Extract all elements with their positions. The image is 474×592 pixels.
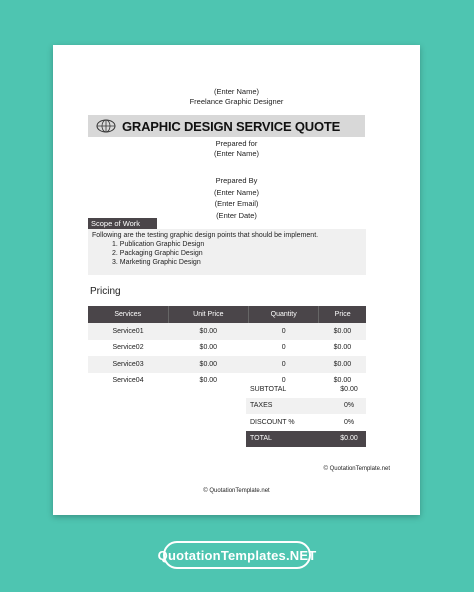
table-cell: 0 <box>281 344 286 352</box>
summary-label: TOTAL <box>246 431 332 448</box>
column-header: Quantity <box>249 306 319 323</box>
table-cell: $0.00 <box>333 344 352 352</box>
prepared-by-date: (Enter Date) <box>216 210 257 220</box>
table-cell: $0.00 <box>168 323 249 340</box>
table-cell: $0.00 <box>319 323 366 340</box>
table-row <box>88 323 366 340</box>
table-cell: $0.00 <box>333 377 352 385</box>
summary-row-total <box>246 431 366 448</box>
summary-row-subtotal <box>246 381 366 398</box>
column-header: Price <box>319 306 366 323</box>
prepared-by-label: Prepared By <box>215 176 258 185</box>
summary-label: TAXES <box>246 398 332 415</box>
column-header: Unit Price <box>168 306 249 323</box>
globe-logo-icon <box>96 119 116 133</box>
table-cell: $0.00 <box>319 356 366 373</box>
table-cell: 0 <box>249 356 319 373</box>
document-title: GRAPHIC DESIGN SERVICE QUOTE <box>122 118 341 134</box>
table-cell: Service02 <box>112 344 144 352</box>
summary-row-discount <box>246 414 366 431</box>
summary-row-taxes <box>246 398 366 415</box>
table-cell: Service04 <box>112 377 144 385</box>
table-cell: $0.00 <box>199 344 218 352</box>
list-item: 2. Packaging Graphic Design <box>112 250 203 257</box>
designer-name: (Enter Name) <box>213 87 259 96</box>
table-cell: Service03 <box>88 356 168 373</box>
scope-header: Scope of Work <box>88 218 157 229</box>
brand-badge[interactable]: QuotationTemplates.NET <box>163 541 311 569</box>
quote-document <box>53 45 420 515</box>
pricing-table <box>88 306 366 389</box>
scope-intro: Following are the testing graphic design points that should be implement. <box>92 232 319 239</box>
table-cell: 0 <box>281 377 286 385</box>
table-cell: $0.00 <box>199 377 218 385</box>
list-item: 1. Publication Graphic Design <box>112 241 205 248</box>
prepared-by-name: (Enter Name) <box>213 187 259 197</box>
scope-box <box>88 229 366 275</box>
summary-value: 0% <box>343 418 355 426</box>
table-row <box>88 356 366 373</box>
prepared-for-value: (Enter Name) <box>213 149 259 158</box>
table-row <box>88 340 366 357</box>
summary-value: $0.00 <box>332 431 366 448</box>
list-item: 3. Marketing Graphic Design <box>112 259 201 266</box>
scope-list <box>88 240 366 267</box>
table-cell: $0.00 <box>168 356 249 373</box>
table-cell: Service01 <box>88 323 168 340</box>
table-cell: 0 <box>249 323 319 340</box>
footer-copyright-center: © QuotationTemplate.net <box>203 488 270 494</box>
summary-label: DISCOUNT % <box>250 418 295 426</box>
summary-table <box>246 381 366 447</box>
summary-value: $0.00 <box>340 385 358 393</box>
title-bar <box>88 115 365 137</box>
table-header-row <box>88 306 366 323</box>
prepared-by-email: (Enter Email) <box>214 199 259 208</box>
column-header: Services <box>88 306 168 323</box>
summary-value: 0% <box>332 398 366 415</box>
prepared-for-label: Prepared for <box>215 139 258 148</box>
pricing-label: Pricing <box>90 286 121 297</box>
footer-copyright-right: © QuotationTemplate.net <box>323 466 390 472</box>
designer-role: Freelance Graphic Designer <box>189 97 284 106</box>
summary-label: SUBTOTAL <box>250 385 287 393</box>
